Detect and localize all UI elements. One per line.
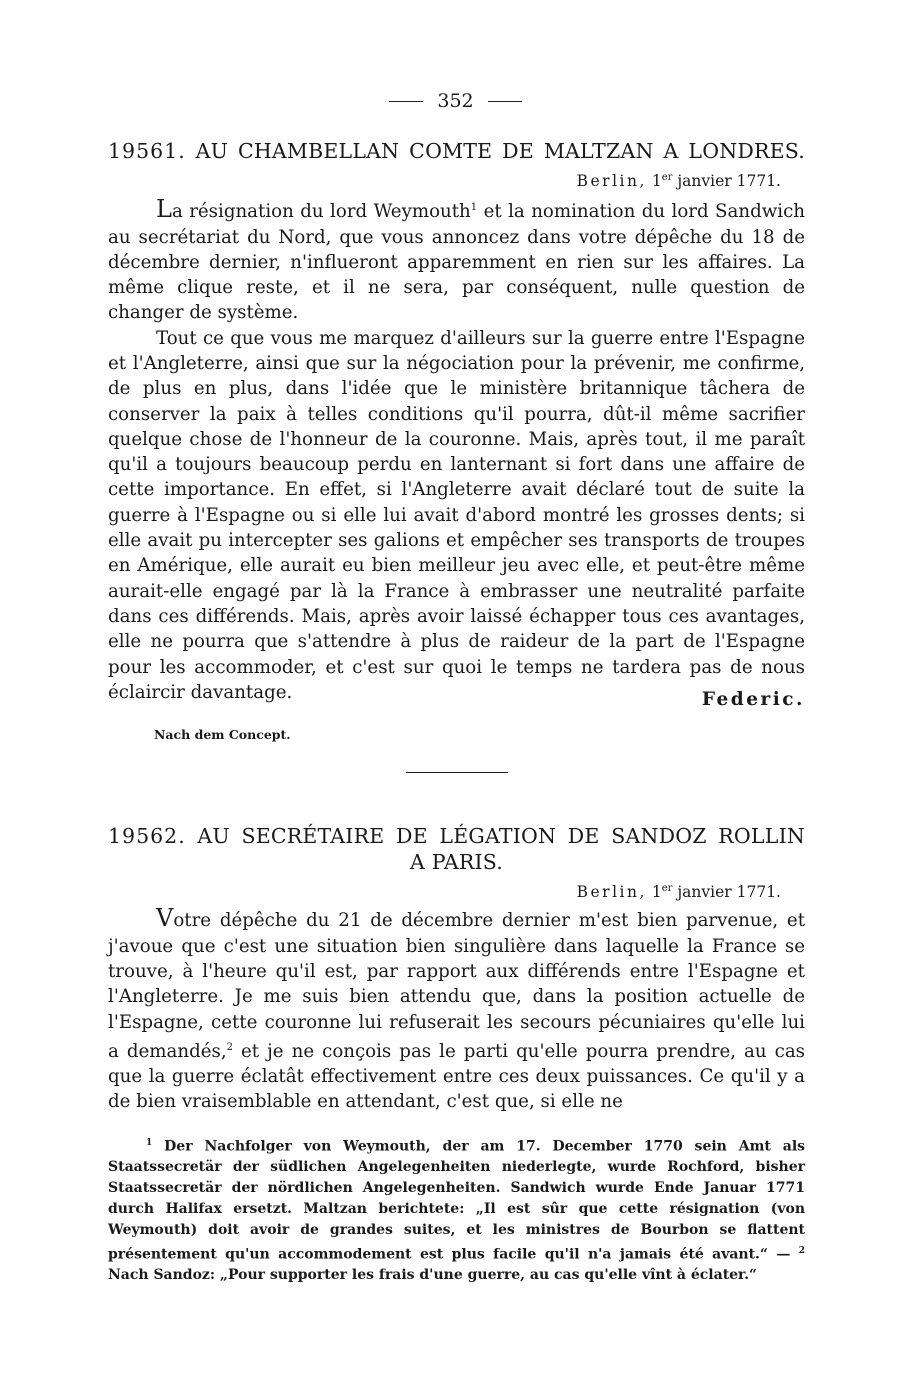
letter-dateline [108, 877, 781, 904]
letter-heading [108, 136, 805, 166]
dateline-city: Berlin, [576, 172, 647, 191]
letter-number: 19562. [108, 824, 186, 849]
dateline-city: Berlin, [576, 883, 647, 902]
paragraph-text: a résignation du lord Weymouth [171, 201, 471, 223]
footnote-text: Der Nachfolger von Weymouth, der am 17. December 1770 sein Amt als Staatssecretär der südlichen Angelegenheiten niederlegte, wurde Rochford, bisher Staatssecretär der nördlichen Angelegenheiten. Sandwich wurde Ende Januar 1771 durch Halifax ersetzt. Maltzan berichtete: „Il est sûr que cette résignation (von Weymouth) doit avoir de grandes suites, et les ministres de Bourbon se flattent présentement qu'un accommodement est plus facile qu'il n'a jamais été avant.“ — [108, 1138, 806, 1263]
dateline-day-suffix: er [661, 883, 673, 895]
footnotes [108, 1133, 805, 1286]
letter-paragraph [108, 195, 805, 326]
paragraph-text-cont: et la nomination du lord Sandwich au secrétariat du Nord, que vous annoncez dans votre dépêche du 18 de décembre dernier, n'influeront apparemment en rien sur les affaires. La même clique reste, et il ne sera, par conséquent, nulle question de changer de système. [108, 201, 805, 324]
letter-title: AU CHAMBELLAN COMTE DE MALTZAN A LONDRES. [195, 139, 805, 163]
footnote [108, 1133, 805, 1286]
letter-heading-line2: A PARIS. [410, 850, 503, 875]
drop-cap: V [156, 904, 174, 933]
letter-paragraph [108, 906, 805, 1114]
signature-row [108, 689, 805, 731]
dateline-rest: janvier 1771. [677, 883, 781, 902]
section-divider [406, 772, 508, 773]
dateline-day: 1 [651, 883, 662, 902]
dateline-day-suffix: er [661, 172, 673, 183]
letter-dateline [108, 166, 781, 193]
page-number-text: 352 [437, 90, 474, 112]
footnote-text: Nach Sandoz: „Pour supporter les frais d'une guerre, au cas qu'elle vînt à éclater.“ [108, 1267, 758, 1284]
letter-title-line1: AU SECRÉTAIRE DE LÉGATION DE SANDOZ ROLLIN [197, 824, 805, 849]
drop-cap: L [156, 195, 172, 224]
footnote-mark: 1 [146, 1138, 153, 1148]
footnote-ref: 2 [226, 1041, 233, 1053]
signature: Federic. [701, 689, 805, 711]
letter-19561 [108, 136, 805, 773]
letter-paragraph: Tout ce que vous me marquez d'ailleurs sur la guerre entre l'Espagne et l'Angleterre, ainsi que sur la négociation pour la prévenir, me confirme, de plus en plus, dans l'idée que le ministère britannique tâchera de conserver la paix à telles conditions qu'il pourra, dût-il même sacrifier quelque chose de l'honneur de la couronne. Mais, après tout, il me paraît qu'il a toujours beaucoup perdu en lanternant si fort dans une affaire de cette importance. En effet, si l'Angleterre avait déclaré tout de suite la guerre à l'Espagne ou si elle lui avait d'abord montré les grosses dents; si elle avait pu intercepter ses galions et empêcher ses transports de troupes en Amérique, elle aurait eu bien meilleur jeu avec elle, et peut-être même aurait-elle engagé par là la France à embrasser une neutralité parfaite dans ces différends. Mais, après avoir laissé échapper tous ces avantages, elle ne pourra que s'attendre à plus de raideur de la part de l'Espagne pour les accommoder, et c'est sur quoi le temps ne tardera pas de nous éclaircir davantage. [108, 327, 805, 703]
source-note: Nach dem Concept. [154, 727, 291, 743]
letter-number: 19561. [108, 139, 186, 163]
letter-19562 [108, 821, 805, 1115]
dateline-rest: janvier 1771. [677, 172, 781, 191]
page-body [108, 84, 805, 1115]
paragraph-text: otre dépêche du 21 de décembre dernier m'est bien parvenue, et j'avoue que c'est une situation bien singulière dans laquelle la France se trouve, à l'heure qu'il est, par rapport aux différends entre l'Espagne et l'Angleterre. Je me suis bien attendu que, dans la position actuelle de l'Espagne, cette couronne lui refuserait les secours pécuniaires qu'elle lui a demandés, [108, 910, 805, 1062]
footnote-mark: 2 [798, 1245, 805, 1256]
dateline-day: 1 [651, 172, 662, 191]
footnote-ref: 1 [470, 202, 478, 214]
paragraph-text-cont: et je ne conçois pas le parti qu'elle pourra prendre, au cas que la guerre éclatât effectivement entre ces deux puissances. Ce qu'il y a de bien vraisemblable en attendant, c'est que, si elle ne [108, 1040, 805, 1113]
